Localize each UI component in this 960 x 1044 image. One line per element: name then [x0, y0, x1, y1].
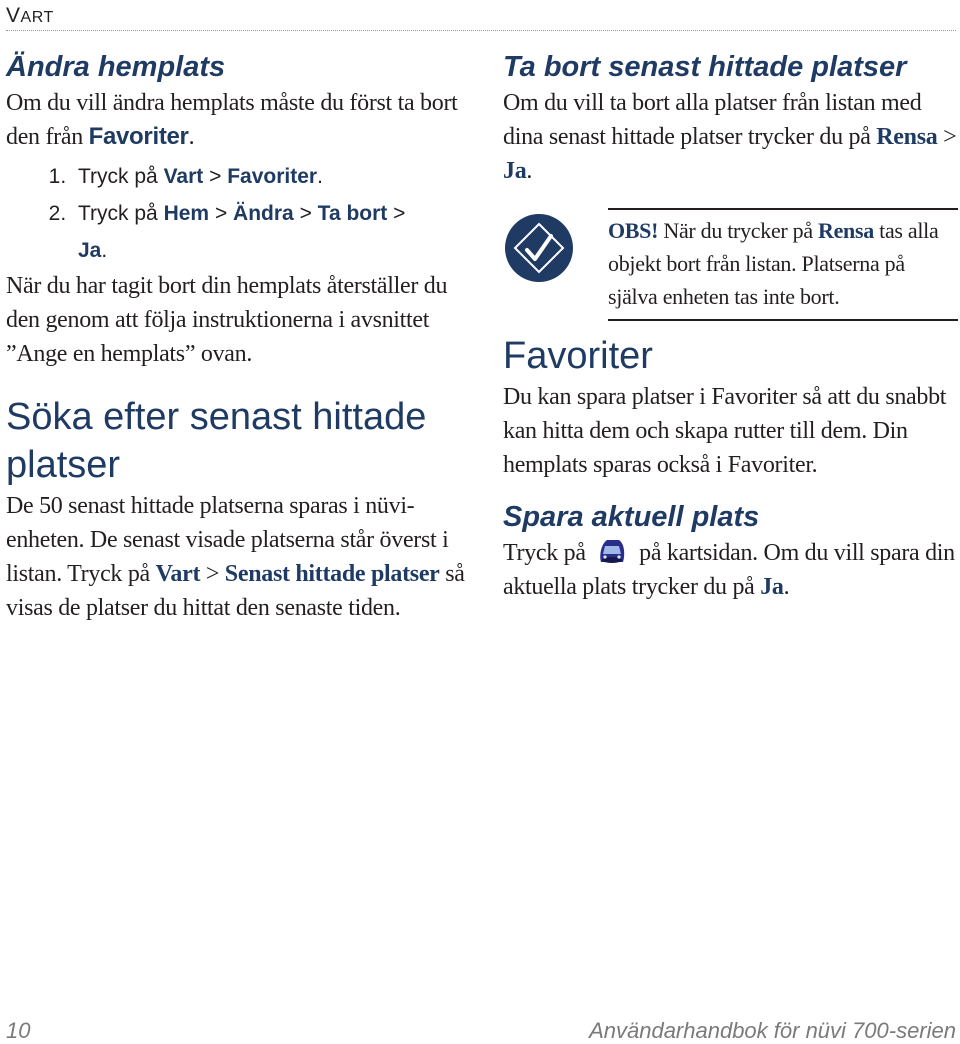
text: Om du vill ändra hemplats måste du först ta bort den från: [6, 90, 458, 150]
text: När du trycker på: [658, 218, 818, 243]
text: .: [783, 574, 790, 600]
text: >: [387, 202, 406, 225]
right-column: [503, 48, 957, 604]
paragraph-save-current: [503, 536, 957, 604]
keyword-vart: Vart: [163, 165, 204, 188]
section-name-rest: ART: [20, 9, 54, 26]
keyword-delete: Ta bort: [317, 202, 388, 225]
paragraph-change-home-intro: [6, 86, 466, 154]
text: på kartsidan. Om du vill spara din aktuella plats trycker du på: [503, 540, 955, 600]
text: .: [526, 158, 533, 184]
keyword-recent-places: Senast hittade platser: [224, 561, 440, 587]
text: tas alla objekt bort från listan. Platserna på själva enheten tas inte bort.: [608, 218, 939, 309]
page-header: [6, 0, 956, 31]
text: >: [293, 202, 318, 225]
text: .: [101, 239, 108, 262]
text: Om du vill ta bort alla platser från listan med dina senast hittade platser trycker du på: [503, 90, 922, 150]
keyword-yes: Ja: [78, 239, 102, 262]
keyword-vart: Vart: [155, 561, 201, 587]
text: De 50 senast hittade platserna sparas i nüvi-enheten. De senast visade platserna står överst i listan. Tryck på: [6, 493, 449, 587]
keyword-edit: Ändra: [233, 202, 294, 225]
text: .: [188, 124, 195, 150]
text: .: [317, 165, 323, 188]
note-block: [503, 208, 957, 320]
heading-change-home: Ändra hemplats: [6, 51, 226, 83]
text: >: [937, 124, 957, 150]
keyword-clear: Rensa: [876, 124, 938, 150]
text: Tryck på: [503, 540, 592, 566]
section-name-initial: V: [6, 4, 21, 27]
text: >: [209, 202, 234, 225]
paragraph-change-home-after: När du har tagit bort din hemplats återställer du den genom att följa instruktionerna i avsnittet ”Ange en hemplats” ovan.: [6, 273, 448, 367]
text: så visas de platser du hittat den senaste tiden.: [6, 561, 465, 621]
paragraph-recent-places: [6, 489, 466, 625]
text: Tryck på: [78, 202, 164, 225]
note-label: OBS!: [608, 218, 659, 243]
section-name: [6, 4, 54, 28]
text: >: [203, 165, 228, 188]
keyword-yes: Ja: [503, 158, 527, 184]
text: >: [200, 561, 225, 587]
checkmark-icon: [505, 214, 573, 282]
heading-save-current: Spara aktuell plats: [503, 501, 760, 533]
page-number: 10: [6, 1018, 31, 1043]
heading-clear-recent: Ta bort senast hittade platser: [503, 51, 907, 83]
keyword-favorites: Favoriter: [227, 165, 318, 188]
heading-favorites: Favoriter: [503, 335, 653, 377]
step-1: [72, 158, 466, 195]
keyword-yes: Ja: [760, 574, 784, 600]
steps-list: [6, 158, 466, 269]
keyword-clear: Rensa: [818, 218, 874, 243]
vehicle-icon: [595, 536, 629, 566]
keyword-home: Hem: [163, 202, 210, 225]
note-text: [608, 214, 958, 313]
heading-recent-places: Söka efter senast hittade platser: [6, 396, 427, 486]
step-2: [72, 195, 466, 269]
paragraph-clear-recent: [503, 86, 957, 188]
keyword-favorites: Favoriter: [88, 123, 189, 150]
left-column: [6, 48, 466, 625]
manual-title: Användarhandbok för nüvi 700-serien: [589, 1018, 956, 1043]
note-text-box: [608, 208, 958, 321]
text: Tryck på: [78, 165, 164, 188]
paragraph-favorites: Du kan spara platser i Favoriter så att du snabbt kan hitta dem och skapa rutter till dem. Din hemplats sparas också i Favoriter.: [503, 384, 947, 478]
